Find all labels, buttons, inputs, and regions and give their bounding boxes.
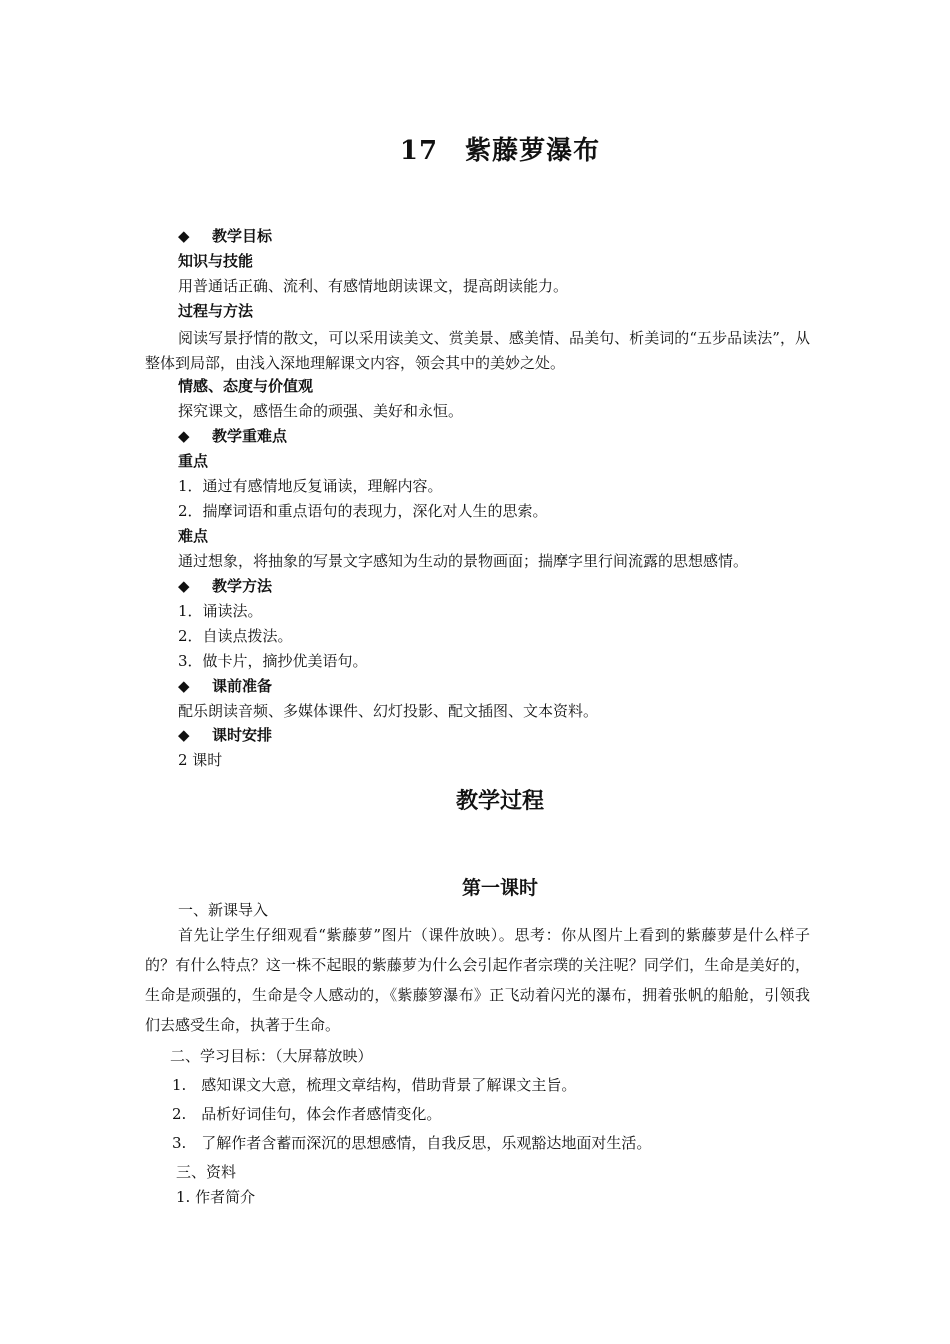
focus-item: 2．揣摩词语和重点语句的表现力，深化对人生的思索。: [178, 502, 548, 520]
emotion-heading: 情感、态度与价值观: [178, 377, 314, 395]
method-item: 3．做卡片，摘抄优美语句。: [178, 652, 368, 670]
diamond-bullet-icon: ◆: [178, 227, 190, 245]
difficulty-heading: 难点: [178, 527, 209, 545]
method-item: 1．诵读法。: [178, 602, 263, 620]
keypoints-heading-row: [178, 426, 287, 446]
process-heading: 过程与方法: [178, 302, 254, 320]
section3-heading: 三、资料: [176, 1163, 237, 1181]
diamond-bullet-icon: ◆: [178, 726, 190, 744]
process-text: 阅读写景抒情的散文，可以采用读美文、赏美景、感美情、品美句、析美词的“五步品读法”，从整体到局部，由浅入深地理解课文内容，领会其中的美妙之处。: [145, 329, 810, 372]
section1-heading: 一、新课导入: [178, 901, 269, 919]
section3-sub: 1. 作者简介: [176, 1188, 256, 1206]
section2-item: 2. 品析好词佳句，体会作者感情变化。: [172, 1105, 442, 1123]
diamond-bullet-icon: ◆: [178, 677, 190, 695]
section2-item: 1. 感知课文大意，梳理文章结构，借助背景了解课文主旨。: [172, 1076, 577, 1094]
preparation-text: 配乐朗读音频、多媒体课件、幻灯投影、配文插图、文本资料。: [178, 702, 599, 720]
methods-heading: 教学方法: [212, 577, 273, 595]
section1-text: 首先让学生仔细观看“紫藤萝”图片（课件放映）。思考：你从图片上看到的紫藤萝是什么样子的？有什么特点？这一株不起眼的紫藤萝为什么会引起作者宗璞的关注呢？同学们，生命是美好的，生命是顽强的，生命是令人感动的，《紫藤箩瀑布》正飞动着闪光的瀑布，拥着张帆的船舱，引领我们去感受生命，执著于生命。: [145, 926, 810, 1034]
diamond-bullet-icon: ◆: [178, 577, 190, 595]
knowledge-heading: 知识与技能: [178, 252, 254, 270]
difficulty-text: 通过想象，将抽象的写景文字感知为生动的景物画面；揣摩字里行间流露的思想感情。: [178, 552, 749, 570]
section2-item: 3. 了解作者含蓄而深沉的思想感情，自我反思，乐观豁达地面对生活。: [172, 1134, 652, 1152]
lesson1-title: 第一课时: [461, 877, 538, 899]
schedule-heading-row: [178, 725, 272, 745]
goals-heading-row: [178, 226, 272, 246]
schedule-text: 2 课时: [178, 751, 223, 769]
lesson-title: 17 紫藤萝瀑布: [399, 136, 601, 166]
preparation-heading: 课前准备: [212, 677, 273, 695]
knowledge-text: 用普通话正确、流利、有感情地朗读课文，提高朗读能力。: [178, 277, 569, 295]
process-section-title: 教学过程: [455, 789, 544, 814]
method-item: 2．自读点拨法。: [178, 627, 293, 645]
focus-item: 1．通过有感情地反复诵读，理解内容。: [178, 477, 443, 495]
diamond-bullet-icon: ◆: [178, 427, 190, 445]
keypoints-heading: 教学重难点: [212, 427, 288, 445]
schedule-heading: 课时安排: [212, 726, 273, 744]
methods-heading-row: [178, 576, 272, 596]
section2-heading: 二、学习目标：（大屏幕放映）: [170, 1047, 373, 1065]
preparation-heading-row: [178, 676, 272, 696]
emotion-text: 探究课文，感悟生命的顽强、美好和永恒。: [178, 402, 464, 420]
goals-heading: 教学目标: [212, 227, 273, 245]
focus-heading: 重点: [178, 452, 209, 470]
